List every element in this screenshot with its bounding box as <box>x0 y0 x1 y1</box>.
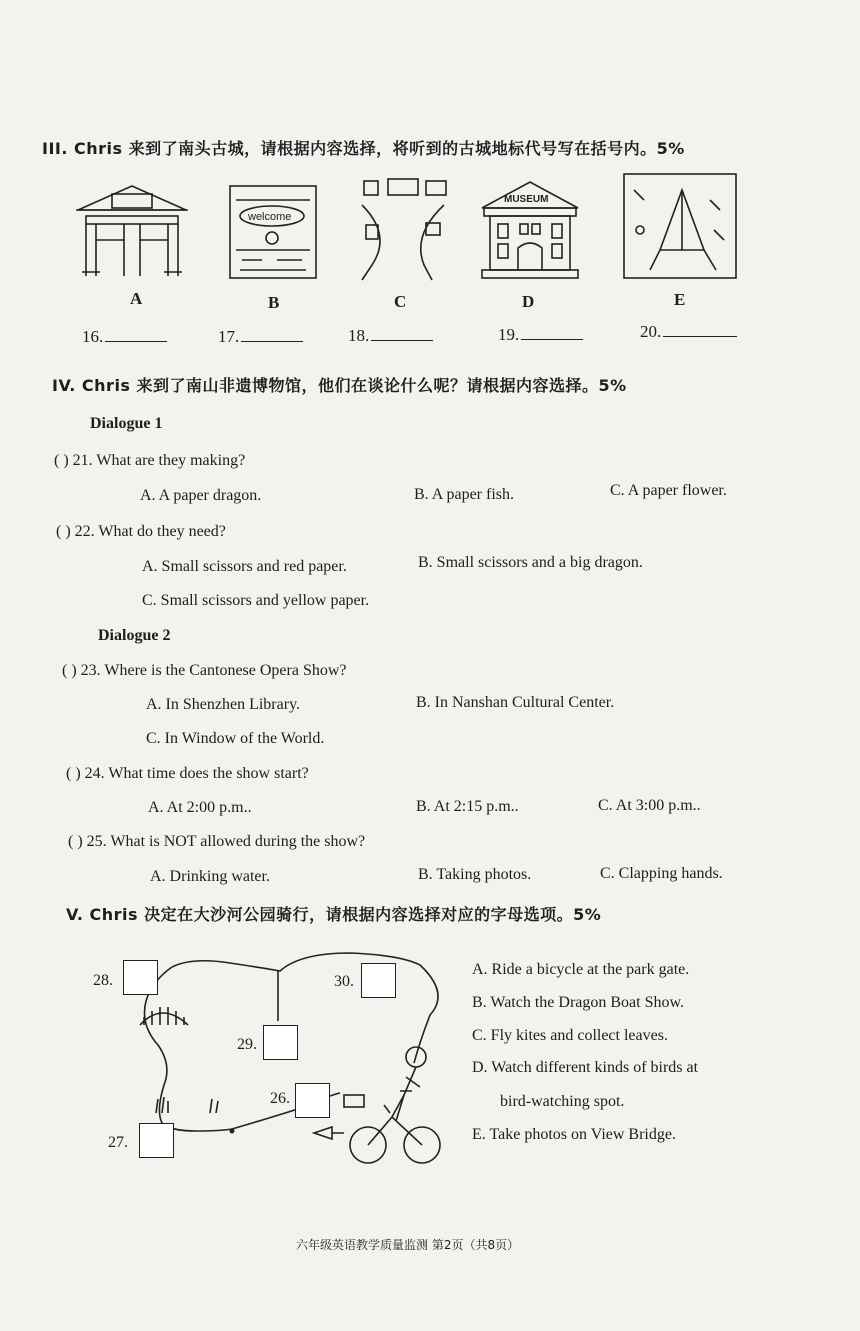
map-answer-box-27[interactable] <box>139 1123 174 1158</box>
map-label-29: 29. <box>237 1036 257 1053</box>
q25-option-c: C. Clapping hands. <box>600 865 723 882</box>
museum-sign: MUSEUM <box>504 194 549 205</box>
question-22: ( ) 22. What do they need? <box>56 523 226 540</box>
map-option-a: A. Ride a bicycle at the park gate. <box>472 961 690 978</box>
map-answer-box-26[interactable] <box>295 1083 330 1118</box>
q22-option-c: C. Small scissors and yellow paper. <box>142 592 370 609</box>
q21-option-c: C. A paper flower. <box>610 482 727 499</box>
q23-option-c: C. In Window of the World. <box>146 730 325 747</box>
landmark-b-label: B <box>268 293 280 312</box>
question-23: ( ) 23. Where is the Cantonese Opera Show? <box>62 662 347 679</box>
answer-blank-16[interactable]: 16. <box>82 327 167 347</box>
q23-option-a: A. In Shenzhen Library. <box>146 696 301 713</box>
landmark-d-label: D <box>522 292 535 311</box>
museum-building-icon <box>478 178 582 280</box>
section-4-title: IV. Chris 来到了南山非遗博物馆，他们在谈论什么呢？请根据内容选择。5% <box>52 376 627 395</box>
svg-text:welcome: welcome <box>248 211 292 223</box>
page-footer: 六年级英语教学质量监测 第2页（共8页） <box>296 1238 520 1252</box>
map-label-27: 27. <box>108 1134 128 1151</box>
q24-option-b: B. At 2:15 p.m.. <box>416 798 519 815</box>
q24-option-c: C. At 3:00 p.m.. <box>598 797 701 814</box>
dialogue-2-heading: Dialogue 2 <box>98 627 171 644</box>
map-option-d: D. Watch different kinds of birds at <box>472 1059 699 1076</box>
map-option-c: C. Fly kites and collect leaves. <box>472 1027 668 1044</box>
answer-blank-20[interactable]: 20. <box>640 322 737 342</box>
landmark-e-label: E <box>674 290 686 309</box>
q25-option-a: A. Drinking water. <box>150 868 270 885</box>
map-option-b: B. Watch the Dragon Boat Show. <box>472 994 685 1011</box>
map-answer-box-28[interactable] <box>123 960 158 995</box>
landmark-c-label: C <box>394 292 407 311</box>
section-5-title: V. Chris 决定在大沙河公园骑行，请根据内容选择对应的字母选项。5% <box>66 905 602 924</box>
map-label-26: 26. <box>270 1090 290 1107</box>
q21-option-b: B. A paper fish. <box>414 486 514 503</box>
paifang-gate-icon <box>72 180 192 280</box>
q25-option-b: B. Taking photos. <box>418 866 532 883</box>
question-25: ( ) 25. What is NOT allowed during the show? <box>68 833 366 850</box>
map-label-30: 30. <box>334 973 354 990</box>
answer-blank-19[interactable]: 19. <box>498 325 583 345</box>
landmark-a-label: A <box>130 289 143 308</box>
q22-option-b: B. Small scissors and a big dragon. <box>418 554 643 571</box>
map-option-d-continued: bird-watching spot. <box>500 1093 625 1110</box>
map-answer-box-29[interactable] <box>263 1025 298 1060</box>
answer-blank-18[interactable]: 18. <box>348 326 433 346</box>
paper-craft-icon <box>620 170 742 282</box>
q21-option-a: A. A paper dragon. <box>140 487 262 504</box>
q24-option-a: A. At 2:00 p.m.. <box>148 799 252 816</box>
section-3-title: III. Chris 来到了南头古城，请根据内容选择，将听到的古城地标代号写在括号内。5% <box>42 139 685 158</box>
welcome-shop-icon <box>222 180 322 285</box>
street-alley-icon <box>352 175 452 285</box>
map-option-e: E. Take photos on View Bridge. <box>472 1126 676 1143</box>
map-label-28: 28. <box>93 972 113 989</box>
q22-option-a: A. Small scissors and red paper. <box>142 558 347 575</box>
dialogue-1-heading: Dialogue 1 <box>90 415 163 432</box>
question-21: ( ) 21. What are they making? <box>54 452 246 469</box>
answer-blank-17[interactable]: 17. <box>218 327 303 347</box>
map-answer-box-30[interactable] <box>361 963 396 998</box>
q23-option-b: B. In Nanshan Cultural Center. <box>416 694 615 711</box>
question-24: ( ) 24. What time does the show start? <box>66 765 309 782</box>
